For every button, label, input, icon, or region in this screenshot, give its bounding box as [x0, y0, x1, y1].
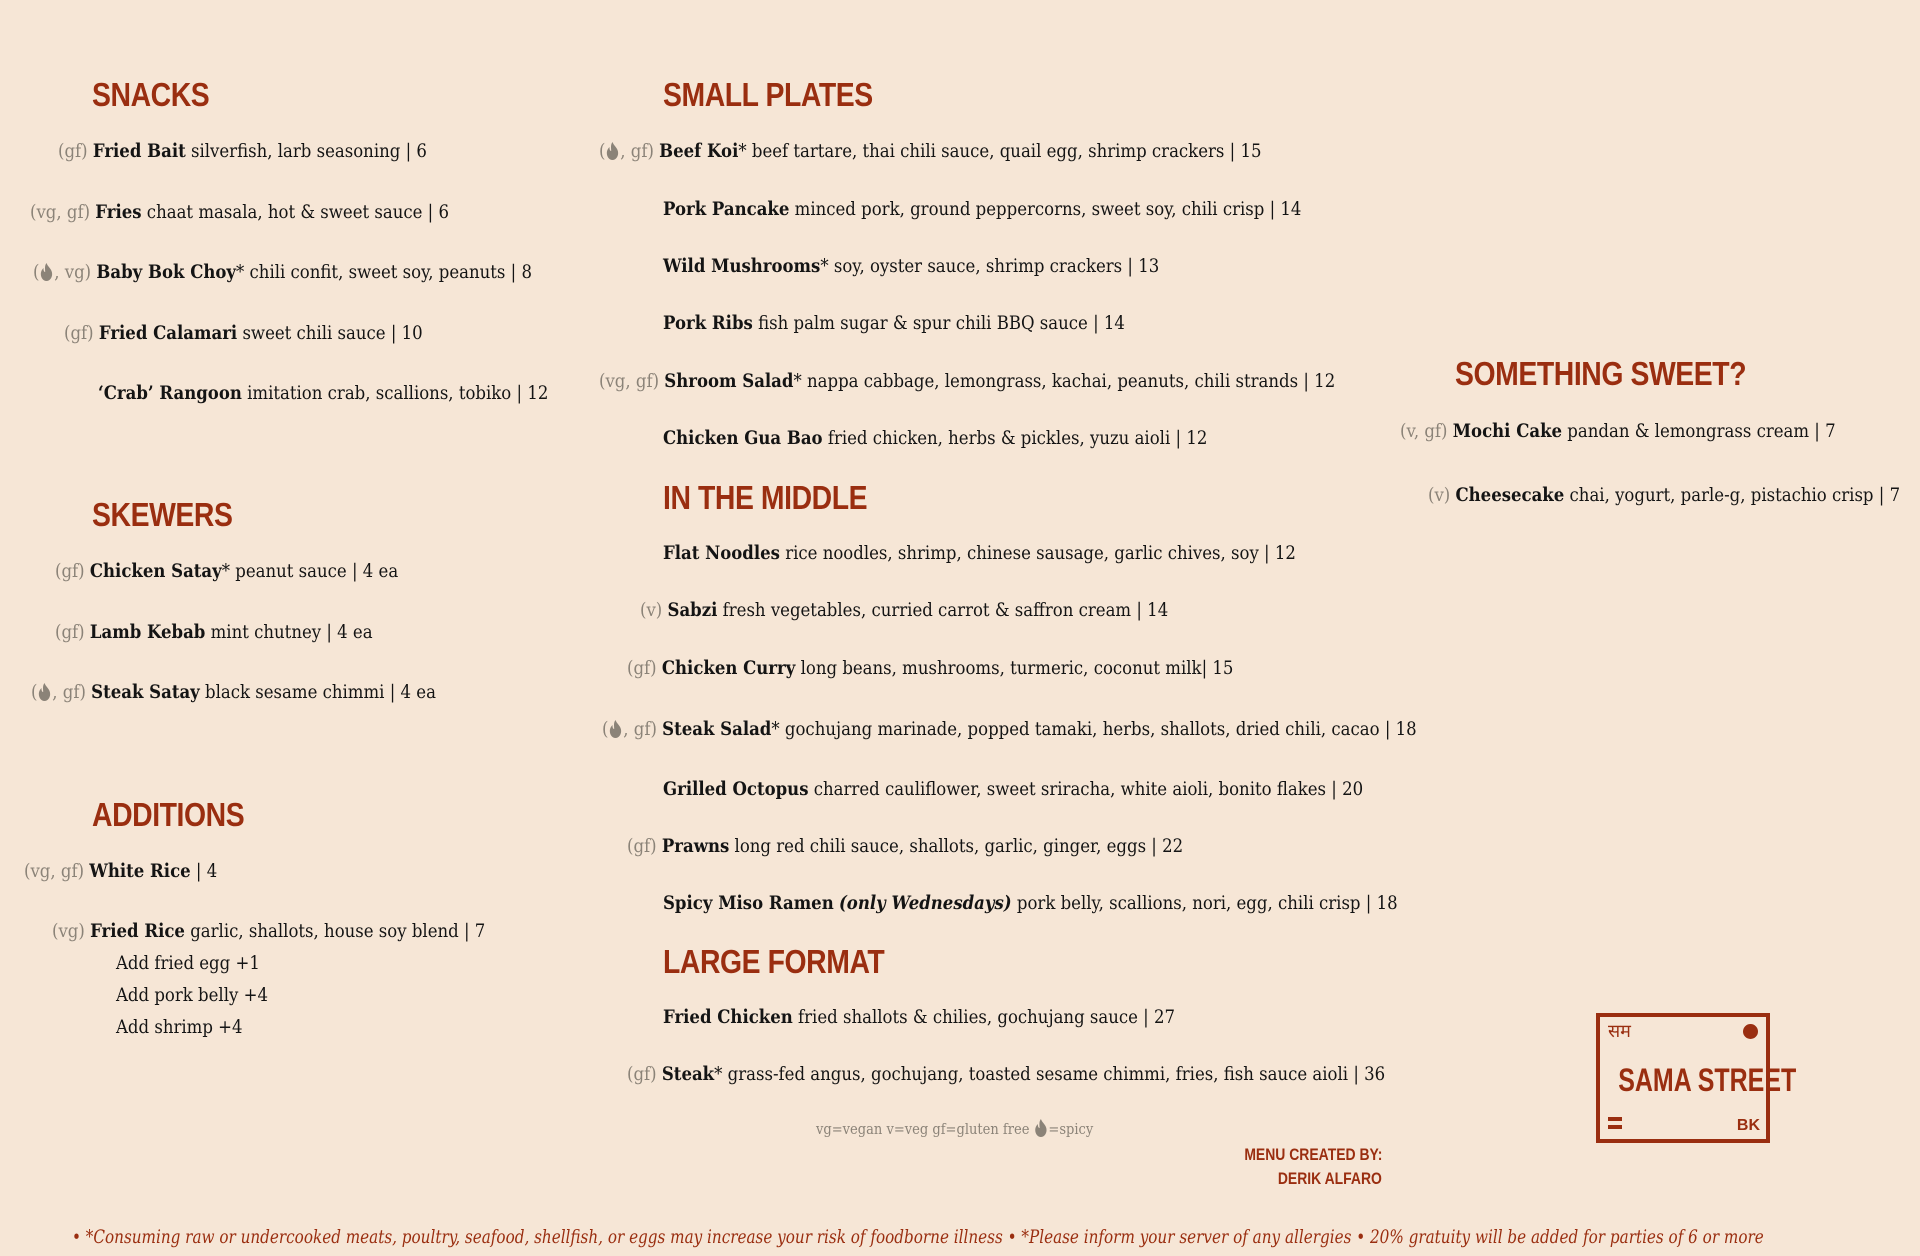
menu-item-fries [30, 200, 449, 224]
item-name: Spicy Miso Ramen [663, 892, 834, 914]
item-name: Fried Rice [90, 920, 185, 942]
item-description: chaat masala, hot & sweet sauce | 6 [146, 201, 450, 223]
item-description: minced pork, ground peppercorns, sweet soy, chili crisp | 14 [794, 198, 1302, 220]
item-description: grass-fed angus, gochujang, toasted sesame chimmi, fries, fish sauce aioli | 36 [727, 1063, 1386, 1085]
section-heading-large-format: LARGE FORMAT [663, 943, 885, 980]
menu-item-cheesecake [1428, 483, 1900, 507]
item-description: silverfish, larb seasoning | 6 [191, 140, 427, 162]
menu-item-chicken-satay [55, 559, 398, 583]
logo-hindi-text: सम [1608, 1021, 1631, 1042]
addon-shrimp: Add shrimp +4 [116, 1016, 243, 1038]
item-name: Grilled Octopus [663, 778, 809, 800]
menu-item-prawns [627, 834, 1183, 858]
diet-tag: , gf) [620, 140, 654, 162]
section-heading-in-the-middle: IN THE MIDDLE [663, 479, 868, 516]
logo-bk: BK [1736, 1117, 1760, 1134]
sama-street-logo [1596, 1013, 1797, 1143]
item-name: Pork Ribs [663, 312, 753, 334]
item-description: peanut sauce | 4 ea [235, 560, 399, 582]
item-name: Shroom Salad [664, 370, 794, 392]
item-description: sweet chili sauce | 10 [242, 322, 423, 344]
item-description: fried shallots & chilies, gochujang sauce | 27 [798, 1006, 1176, 1028]
item-description: charred cauliflower, sweet sriracha, white aioli, bonito flakes | 20 [813, 778, 1364, 800]
diet-tag: (gf) [58, 140, 88, 162]
section-heading-skewers: SKEWERS [92, 496, 233, 533]
spicy-flame-icon [40, 263, 53, 281]
menu-item-pork-ribs [663, 311, 1125, 335]
diet-tag: (vg, gf) [24, 860, 85, 882]
item-name: Fries [95, 201, 142, 223]
logo-dot [1743, 1024, 1758, 1039]
item-description: chai, yogurt, parle-g, pistachio crisp | 7 [1569, 484, 1901, 506]
menu-item-pork-pancake [663, 197, 1301, 221]
logo-name: SAMA STREET [1618, 1062, 1797, 1098]
spicy-flame-icon [606, 142, 619, 160]
diet-tag: ( [599, 140, 606, 162]
menu-item-grilled-octopus [663, 777, 1363, 801]
addon-pork-belly: Add pork belly +4 [116, 984, 268, 1006]
raw-marker: * [771, 718, 780, 740]
raw-marker: * [221, 560, 231, 582]
item-name: Lamb Kebab [89, 621, 206, 643]
item-description: garlic, shallots, house soy blend | 7 [190, 920, 486, 942]
diet-tag: (v, gf) [1400, 420, 1448, 442]
item-name: Pork Pancake [663, 198, 790, 220]
item-description: black sesame chimmi | 4 ea [205, 681, 436, 703]
menu-item-steak-satay [31, 680, 436, 704]
menu-item-white-rice [24, 859, 217, 883]
item-description: nappa cabbage, lemongrass, kachai, peanuts, chili strands | 12 [806, 370, 1336, 392]
diet-tag: (v) [1428, 484, 1451, 506]
section-heading-something-sweet: SOMETHING SWEET? [1455, 355, 1747, 392]
item-name: Steak Satay [91, 681, 200, 703]
diet-tag: ( [31, 681, 38, 703]
logo-bars-icon [1608, 1117, 1622, 1129]
item-name: Mochi Cake [1452, 420, 1563, 442]
item-name: Chicken Gua Bao [663, 427, 823, 449]
diet-tag: (gf) [64, 322, 94, 344]
menu-credit-line1: MENU CREATED BY: [1243, 1145, 1382, 1164]
addon-fried-egg: Add fried egg +1 [116, 952, 260, 974]
item-description: fish palm sugar & spur chili BBQ sauce | 14 [758, 312, 1125, 334]
diet-tag: ( [33, 261, 40, 283]
item-name: White Rice [89, 860, 191, 882]
menu-item-flat-noodles [663, 541, 1296, 565]
section-heading-snacks: SNACKS [92, 76, 210, 113]
item-name: Prawns [661, 835, 730, 857]
diet-tag: (vg) [52, 920, 85, 942]
raw-marker: * [738, 140, 747, 162]
menu-item-mochi-cake [1400, 419, 1836, 443]
raw-marker: * [793, 370, 802, 392]
diet-tag: (gf) [627, 835, 657, 857]
legend-spicy-text: =spicy [1048, 1120, 1094, 1138]
menu-item-fried-chicken [663, 1005, 1175, 1029]
menu-item-steak [627, 1062, 1385, 1086]
item-description: pork belly, scallions, nori, egg, chili crisp | 18 [1016, 892, 1398, 914]
item-name: ‘Crab’ Rangoon [98, 382, 242, 404]
item-name: Chicken Curry [661, 657, 796, 679]
item-description: rice noodles, shrimp, chinese sausage, garlic chives, soy | 12 [785, 542, 1296, 564]
spicy-flame-icon [1034, 1119, 1047, 1137]
spicy-flame-icon [38, 683, 51, 701]
item-note: (only Wednesdays) [838, 892, 1012, 914]
menu-item-fried-bait [58, 139, 427, 163]
item-name: Steak [661, 1063, 715, 1085]
diet-tag: , vg) [54, 261, 92, 283]
diet-tag: (gf) [627, 1063, 657, 1085]
menu-item-wild-mushrooms [663, 254, 1159, 278]
diet-tag: (gf) [55, 560, 85, 582]
menu-credit-line2: DERIK ALFARO [1277, 1169, 1382, 1188]
item-description: soy, oyster sauce, shrimp crackers | 13 [833, 255, 1160, 277]
item-description: pandan & lemongrass cream | 7 [1567, 420, 1836, 442]
footer-disclaimer: • *Consuming raw or undercooked meats, poultry, seafood, shellfish, or eggs may increase your risk of foodborne illness • *Please inform your server of any allergies • 20% gratuity will be added for parties of 6 or more [72, 1226, 1764, 1248]
item-description: beef tartare, thai chili sauce, quail egg, shrimp crackers | 15 [751, 140, 1262, 162]
diet-tag: ( [602, 718, 609, 740]
menu-item-sabzi [640, 598, 1168, 622]
item-name: Fried Bait [92, 140, 186, 162]
section-heading-additions: ADDITIONS [92, 796, 245, 833]
diet-legend [816, 1119, 1093, 1138]
menu-item-lamb-kebab [55, 620, 373, 644]
menu-item-steak-salad [602, 717, 1417, 741]
legend-text: vg=vegan v=veg gf=gluten free [816, 1120, 1030, 1138]
item-description: long beans, mushrooms, turmeric, coconut milk| 15 [800, 657, 1234, 679]
menu-item-spicy-miso-ramen [663, 891, 1398, 915]
menu-item-shroom-salad [599, 369, 1335, 393]
item-name: Sabzi [667, 599, 718, 621]
item-name: Wild Mushrooms [663, 255, 821, 277]
item-name: Fried Chicken [663, 1006, 793, 1028]
item-description: | 4 [195, 860, 218, 882]
diet-tag: (gf) [55, 621, 85, 643]
menu-item-chicken-gua-bao [663, 426, 1207, 450]
item-name: Cheesecake [1455, 484, 1565, 506]
item-name: Chicken Satay [89, 560, 222, 582]
item-name: Baby Bok Choy [96, 261, 237, 283]
diet-tag: , gf) [623, 718, 657, 740]
raw-marker: * [820, 255, 829, 277]
spicy-flame-icon [609, 720, 622, 738]
diet-tag: (gf) [627, 657, 657, 679]
item-description: gochujang marinade, popped tamaki, herbs, shallots, dried chili, cacao | 18 [784, 718, 1417, 740]
item-name: Steak Salad [662, 718, 772, 740]
item-description: chili confit, sweet soy, peanuts | 8 [249, 261, 532, 283]
diet-tag: (v) [640, 599, 663, 621]
menu-item-chicken-curry [627, 656, 1233, 680]
raw-marker: * [714, 1063, 723, 1085]
menu-item-crab-rangoon [98, 381, 548, 405]
item-description: mint chutney | 4 ea [210, 621, 373, 643]
item-name: Flat Noodles [663, 542, 780, 564]
menu-item-fried-calamari [64, 321, 423, 345]
item-description: fried chicken, herbs & pickles, yuzu aioli | 12 [827, 427, 1208, 449]
item-name: Beef Koi [659, 140, 739, 162]
item-description: long red chili sauce, shallots, garlic, ginger, eggs | 22 [734, 835, 1184, 857]
item-description: imitation crab, scallions, tobiko | 12 [247, 382, 549, 404]
diet-tag: (vg, gf) [599, 370, 660, 392]
menu-item-beef-koi [599, 139, 1261, 163]
menu-item-baby-bok-choy [33, 260, 532, 284]
item-name: Fried Calamari [98, 322, 238, 344]
diet-tag: , gf) [52, 681, 86, 703]
item-description: fresh vegetables, curried carrot & saffron cream | 14 [722, 599, 1169, 621]
diet-tag: (vg, gf) [30, 201, 91, 223]
raw-marker: * [236, 261, 245, 283]
menu-item-fried-rice [52, 919, 485, 943]
section-heading-small-plates: SMALL PLATES [663, 76, 873, 113]
